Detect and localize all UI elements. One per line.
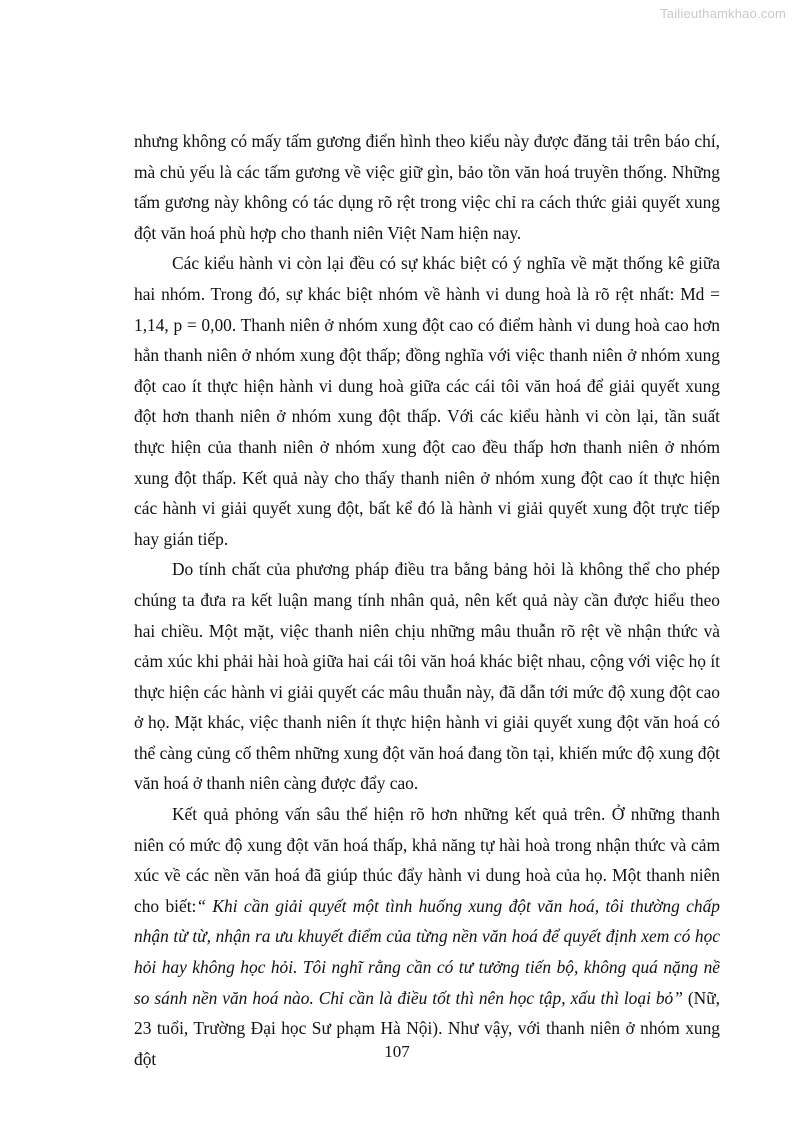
interview-intro-text: Kết quả phỏng vấn sâu thể hiện rõ hơn những kết quả trên. Ở những thanh niên có mức độ xung đột văn hoá thấp, khả năng tự hài hoà trong nhận thức và cảm xúc về các nền văn hoá đã giúp thúc đẩy hành vi dung hoà của họ. Một thanh niên cho biết:	[134, 804, 720, 916]
paragraph-behavior-differences: Các kiểu hành vi còn lại đều có sự khác biệt có ý nghĩa về mặt thống kê giữa hai nhóm. Trong đó, sự khác biệt nhóm về hành vi dung hoà là rõ rệt nhất: Md = 1,14, p = 0,00. Thanh niên ở nhóm xung đột cao có điểm hành vi dung hoà cao hơn hẳn thanh niên ở nhóm xung đột thấp; đồng nghĩa với việc thanh niên ở nhóm xung đột cao ít thực hiện hành vi dung hoà giữa các cái tôi văn hoá để giải quyết xung đột hơn thanh niên ở nhóm xung đột thấp. Với các kiểu hành vi còn lại, tần suất thực hiện của thanh niên ở nhóm xung đột cao đều thấp hơn thanh niên ở nhóm xung đột thấp. Kết quả này cho thấy thanh niên ở nhóm xung đột cao ít thực hiện các hành vi giải quyết xung đột, bất kể đó là hành vi giải quyết xung đột trực tiếp hay gián tiếp.	[134, 253, 720, 549]
paragraph-continued: nhưng không có mấy tấm gương điển hình theo kiểu này được đăng tải trên báo chí, mà chủ yếu là các tấm gương về việc giữ gìn, bảo tồn văn hoá truyền thống. Những tấm gương này không có tác dụng rõ rệt trong việc chỉ ra cách thức giải quyết xung đột văn hoá phù hợp cho thanh niên Việt Nam hiện nay.	[134, 131, 720, 243]
page-number: 107	[384, 1042, 410, 1061]
paragraph-causal-interpretation: Do tính chất của phương pháp điều tra bằng bảng hỏi là không thể cho phép chúng ta đưa ra kết luận mang tính nhân quả, nên kết quả này cần được hiểu theo hai chiều. Một mặt, việc thanh niên chịu những mâu thuẫn rõ rệt về nhận thức và cảm xúc khi phải hài hoà giữa hai cái tôi văn hoá khác biệt nhau, cộng với việc họ ít thực hiện các hành vi giải quyết các mâu thuẫn này, đã dẫn tới mức độ xung đột cao ở họ. Mặt khác, việc thanh niên ít thực hiện hành vi giải quyết xung đột văn hoá có thể càng củng cố thêm những xung đột văn hoá đang tồn tại, khiến mức độ xung đột văn hoá ở thanh niên càng được đẩy cao.	[134, 559, 720, 794]
watermark-text: Tailieuthamkhao.com	[660, 6, 786, 21]
paragraph-interview-results	[134, 799, 720, 1074]
page-body	[134, 126, 720, 1074]
interview-citation-text: (Nữ, 23 tuổi, Trường Đại học Sư phạm Hà Nội). Như vậy, với thanh niên ở nhóm xung đột	[134, 987, 720, 1069]
interview-quote: “ Khi cần giải quyết một tình huống xung đột văn hoá, tôi thường chấp nhận từ từ, nhận ra ưu khuyết điểm của từng nền văn hoá để quyết định xem có học hỏi hay không học hỏi. Tôi nghĩ rằng cần có tư tưởng tiến bộ, không quá nặng nề so sánh nền văn hoá nào. Chỉ cần là điều tốt thì nên học tập, xấu thì loại bỏ”	[134, 895, 720, 1008]
